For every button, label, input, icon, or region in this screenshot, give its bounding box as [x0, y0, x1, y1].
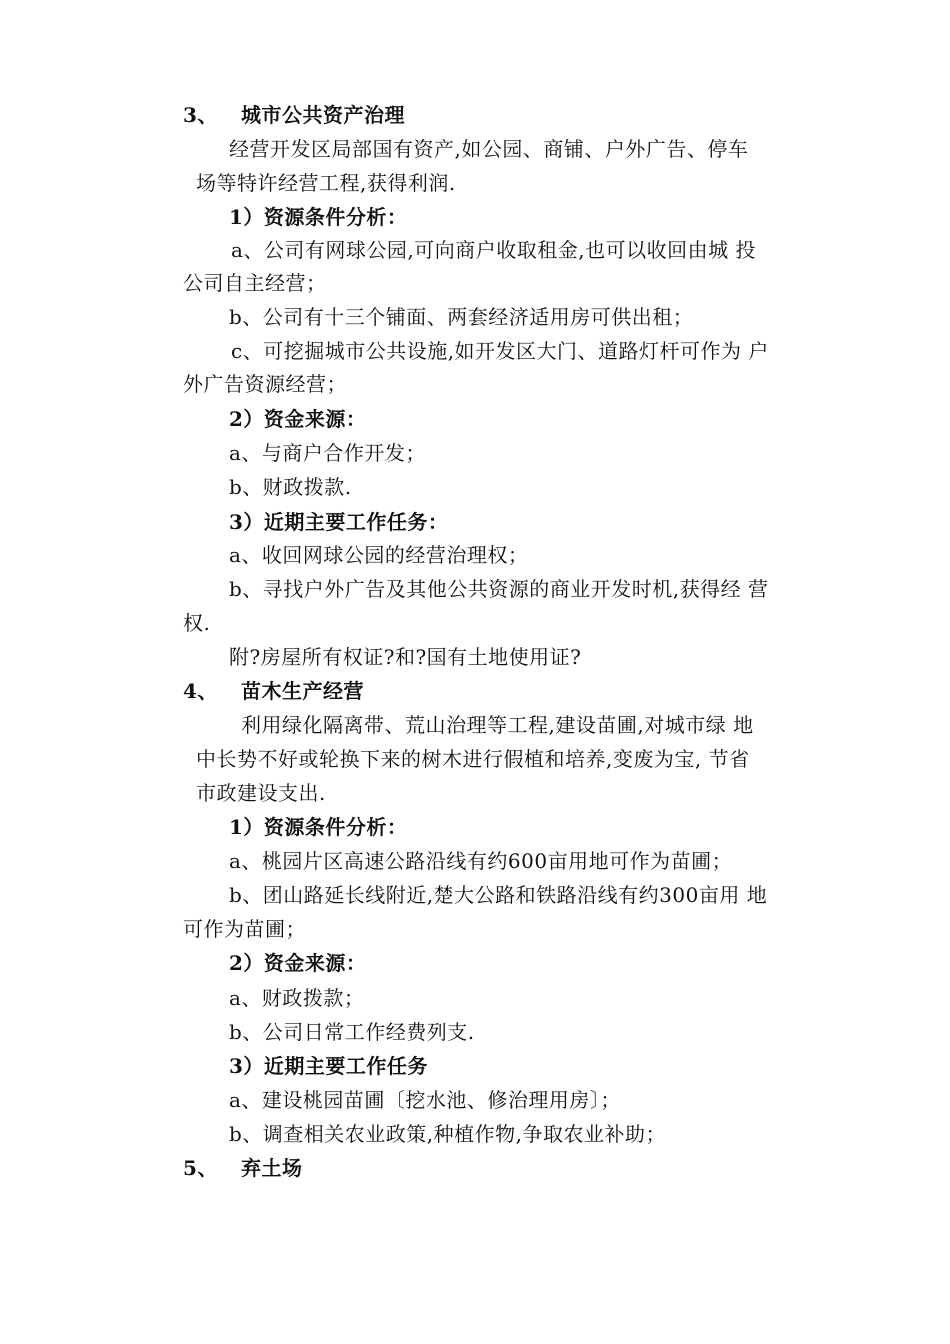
section-title: 苗木生产经营	[241, 679, 364, 703]
list-item: a、公司有网球公园,可向商户收取租金,也可以收回由城 投	[231, 238, 756, 262]
subheading: 2）资金来源：	[229, 951, 367, 975]
list-item-continuation: 权.	[183, 611, 211, 635]
subheading: 2）资金来源：	[229, 407, 367, 431]
list-item: b、公司有十三个铺面、两套经济适用房可供出租；	[229, 305, 694, 329]
section-title: 城市公共资产治理	[241, 103, 405, 127]
section-3-heading	[183, 103, 405, 127]
section-5-heading	[183, 1156, 303, 1180]
list-item: c、可挖掘城市公共设施,如开发区大门、道路灯杆可作为 户	[231, 339, 769, 363]
subheading: 3）近期主要工作任务：	[229, 510, 449, 534]
list-item: b、调查相关农业政策,种植作物,争取农业补助；	[229, 1122, 667, 1146]
list-item: a、建设桃园苗圃〔挖水池、修治理用房〕；	[229, 1088, 621, 1112]
list-item: b、财政拨款.	[229, 475, 352, 499]
list-item-continuation: 可作为苗圃；	[183, 917, 306, 941]
paragraph-line: 市政建设支出.	[196, 781, 326, 805]
list-item: a、与商户合作开发；	[229, 441, 426, 465]
note-line: 附?房屋所有权证?和?国有土地使用证?	[229, 645, 582, 669]
list-item: b、寻找户外广告及其他公共资源的商业开发时机,获得经 营	[229, 577, 769, 601]
list-item: a、财政拨款；	[229, 986, 365, 1010]
paragraph-line: 场等特许经营工程,获得利润.	[196, 171, 456, 195]
subheading: 3）近期主要工作任务	[229, 1054, 428, 1078]
section-4-heading	[183, 679, 364, 703]
paragraph-line: 经营开发区局部国有资产,如公园、商铺、户外广告、停车	[229, 137, 749, 161]
list-item: a、桃园片区高速公路沿线有约600亩用地可作为苗圃；	[229, 849, 733, 873]
section-title: 弃土场	[241, 1156, 303, 1180]
section-number: 3、	[183, 103, 218, 127]
subheading: 1）资源条件分析：	[229, 205, 408, 229]
list-item-continuation: 外广告资源经营；	[183, 372, 347, 396]
section-number: 4、	[183, 679, 218, 703]
paragraph-line: 中长势不好或轮换下来的树木进行假植和培养,变废为宝, 节省	[196, 747, 750, 771]
section-number: 5、	[183, 1156, 218, 1180]
list-item: b、公司日常工作经费列支.	[229, 1020, 475, 1044]
list-item-continuation: 公司自主经营；	[183, 271, 327, 295]
list-item: b、团山路延长线附近,楚大公路和铁路沿线有约300亩用 地	[229, 883, 768, 907]
paragraph-line: 利用绿化隔离带、荒山治理等工程,建设苗圃,对城市绿 地	[241, 713, 754, 737]
list-item: a、收回网球公园的经营治理权；	[229, 543, 529, 567]
subheading: 1）资源条件分析：	[229, 815, 408, 839]
